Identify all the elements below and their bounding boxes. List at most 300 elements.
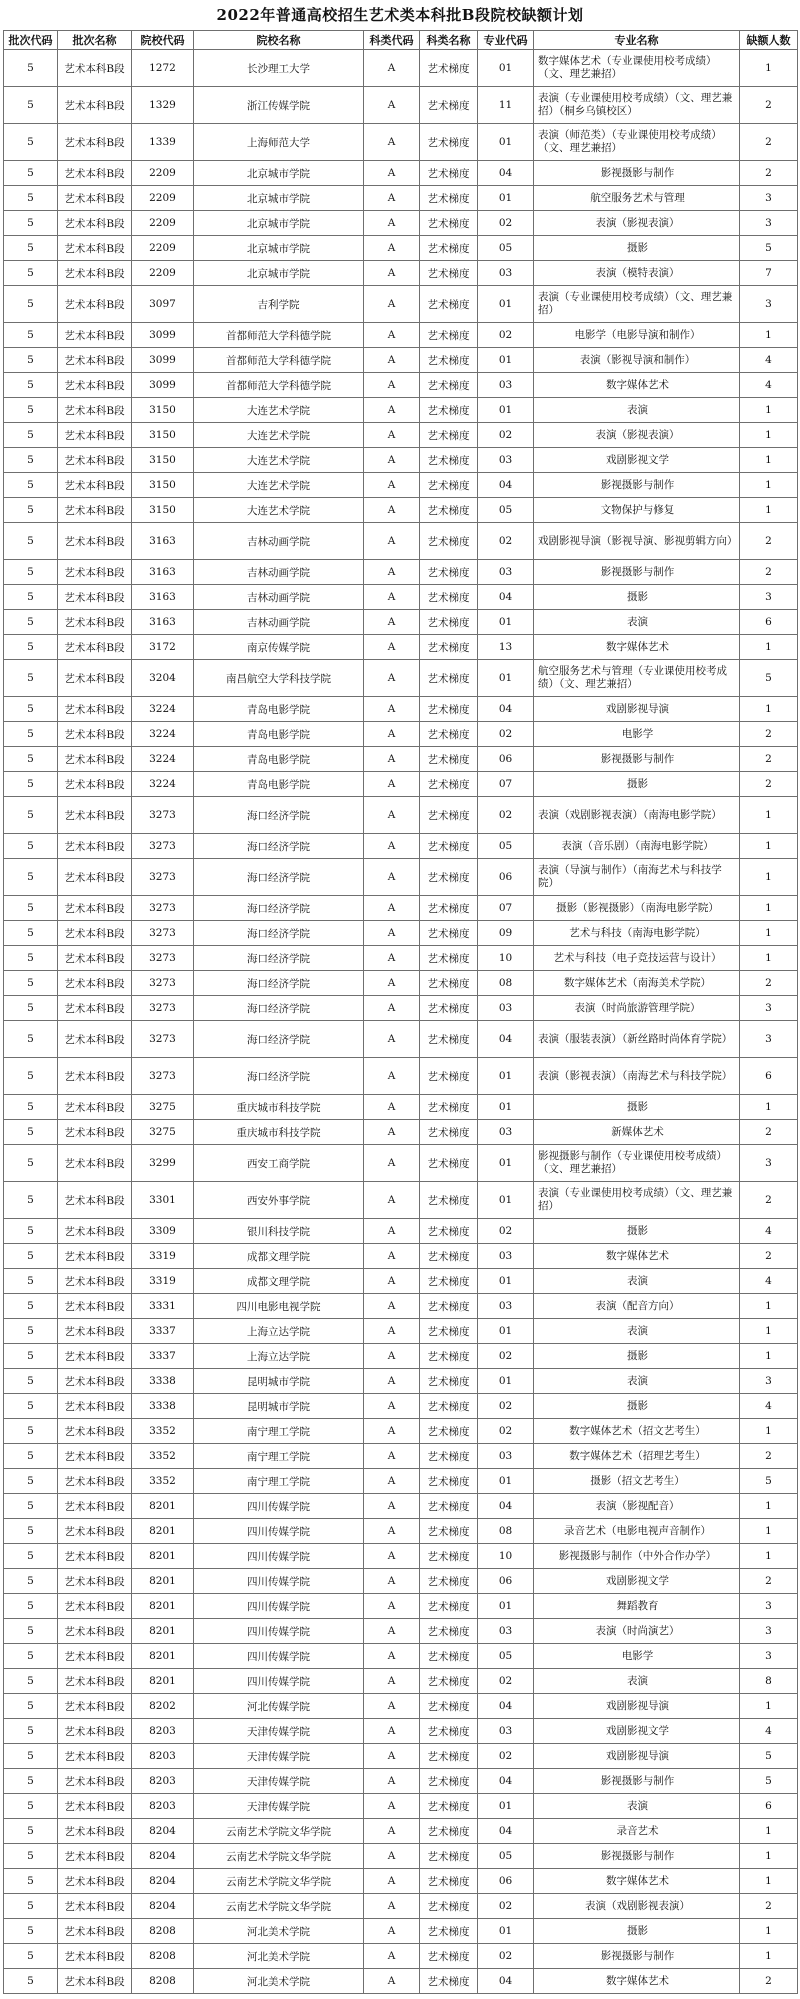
batch-name-cell: 艺术本科B段 [58, 635, 132, 660]
vacancy-count-cell: 3 [740, 996, 798, 1021]
table-row [4, 1944, 798, 1969]
batch-code-cell: 5 [4, 87, 58, 124]
vacancy-count-cell: 1 [740, 1344, 798, 1369]
batch-code-cell: 5 [4, 1894, 58, 1919]
school-code-cell: 3273 [132, 996, 194, 1021]
category-name-cell: 艺术梯度 [420, 1244, 478, 1269]
category-code-cell: A [364, 1145, 420, 1182]
batch-name-cell: 艺术本科B段 [58, 1594, 132, 1619]
vacancy-count-cell: 1 [740, 1869, 798, 1894]
category-name-cell: 艺术梯度 [420, 1469, 478, 1494]
school-name-cell: 四川传媒学院 [194, 1644, 364, 1669]
school-name-cell: 四川传媒学院 [194, 1519, 364, 1544]
batch-code-cell: 5 [4, 1744, 58, 1769]
school-code-cell: 8201 [132, 1669, 194, 1694]
batch-code-cell: 5 [4, 635, 58, 660]
table-row [4, 1319, 798, 1344]
batch-name-cell: 艺术本科B段 [58, 1469, 132, 1494]
school-name-cell: 昆明城市学院 [194, 1394, 364, 1419]
table-row [4, 996, 798, 1021]
batch-name-cell: 艺术本科B段 [58, 87, 132, 124]
batch-code-cell: 5 [4, 1444, 58, 1469]
batch-name-cell: 艺术本科B段 [58, 1269, 132, 1294]
vacancy-count-cell: 1 [740, 473, 798, 498]
vacancy-count-cell: 1 [740, 1294, 798, 1319]
table-row [4, 1919, 798, 1944]
school-code-cell: 3150 [132, 423, 194, 448]
table-row [4, 1794, 798, 1819]
batch-name-cell: 艺术本科B段 [58, 348, 132, 373]
category-name-cell: 艺术梯度 [420, 1744, 478, 1769]
table-row [4, 1444, 798, 1469]
major-code-cell: 03 [478, 261, 534, 286]
school-name-cell: 云南艺术学院文华学院 [194, 1844, 364, 1869]
major-name-cell: 摄影（影视摄影）（南海电影学院） [534, 896, 740, 921]
batch-name-cell: 艺术本科B段 [58, 1744, 132, 1769]
category-code-cell: A [364, 635, 420, 660]
school-name-cell: 海口经济学院 [194, 859, 364, 896]
batch-name-cell: 艺术本科B段 [58, 448, 132, 473]
major-code-cell: 07 [478, 896, 534, 921]
major-name-cell: 数字媒体艺术（专业课使用校考成绩）（文、理艺兼招） [534, 50, 740, 87]
batch-code-cell: 5 [4, 896, 58, 921]
table-row [4, 211, 798, 236]
batch-code-cell: 5 [4, 1021, 58, 1058]
category-code-cell: A [364, 1519, 420, 1544]
school-name-cell: 云南艺术学院文华学院 [194, 1894, 364, 1919]
category-code-cell: A [364, 1182, 420, 1219]
batch-name-cell: 艺术本科B段 [58, 286, 132, 323]
major-name-cell: 戏剧影视文学 [534, 448, 740, 473]
batch-name-cell: 艺术本科B段 [58, 1819, 132, 1844]
vacancy-count-cell: 5 [740, 1744, 798, 1769]
batch-name-cell: 艺术本科B段 [58, 186, 132, 211]
batch-name-cell: 艺术本科B段 [58, 236, 132, 261]
major-code-cell: 04 [478, 697, 534, 722]
category-name-cell: 艺术梯度 [420, 161, 478, 186]
batch-code-cell: 5 [4, 1919, 58, 1944]
school-name-cell: 昆明城市学院 [194, 1369, 364, 1394]
batch-code-cell: 5 [4, 660, 58, 697]
category-name-cell: 艺术梯度 [420, 286, 478, 323]
school-name-cell: 青岛电影学院 [194, 722, 364, 747]
vacancy-count-cell: 1 [740, 1544, 798, 1569]
table-row [4, 373, 798, 398]
major-name-cell: 影视摄影与制作 [534, 747, 740, 772]
major-code-cell: 01 [478, 660, 534, 697]
table-row [4, 50, 798, 87]
batch-code-cell: 5 [4, 1769, 58, 1794]
school-name-cell: 南宁理工学院 [194, 1469, 364, 1494]
category-code-cell: A [364, 1794, 420, 1819]
major-code-cell: 03 [478, 1619, 534, 1644]
school-name-cell: 重庆城市科技学院 [194, 1095, 364, 1120]
batch-name-cell: 艺术本科B段 [58, 1719, 132, 1744]
category-name-cell: 艺术梯度 [420, 473, 478, 498]
table-row [4, 423, 798, 448]
school-name-cell: 云南艺术学院文华学院 [194, 1869, 364, 1894]
batch-name-cell: 艺术本科B段 [58, 697, 132, 722]
major-name-cell: 表演（导演与制作）（南海艺术与科技学院） [534, 859, 740, 896]
batch-code-cell: 5 [4, 473, 58, 498]
category-code-cell: A [364, 1694, 420, 1719]
major-name-cell: 表演（专业课使用校考成绩）（文、理艺兼招） [534, 1182, 740, 1219]
major-name-cell: 影视摄影与制作 [534, 1844, 740, 1869]
major-name-cell: 摄影 [534, 1219, 740, 1244]
table-row [4, 1095, 798, 1120]
batch-code-cell: 5 [4, 1494, 58, 1519]
vacancy-count-cell: 3 [740, 1021, 798, 1058]
batch-code-cell: 5 [4, 323, 58, 348]
major-name-cell: 艺术与科技（南海电影学院） [534, 921, 740, 946]
vacancy-count-cell: 1 [740, 896, 798, 921]
major-name-cell: 表演（专业课使用校考成绩）（文、理艺兼招） [534, 286, 740, 323]
batch-name-cell: 艺术本科B段 [58, 1544, 132, 1569]
table-row [4, 236, 798, 261]
major-name-cell: 表演（影视配音） [534, 1494, 740, 1519]
major-name-cell: 戏剧影视导演（影视导演、影视剪辑方向） [534, 523, 740, 560]
vacancy-count-cell: 1 [740, 323, 798, 348]
school-code-cell: 3099 [132, 373, 194, 398]
school-code-cell: 3338 [132, 1394, 194, 1419]
major-name-cell: 数字媒体艺术（南海美术学院） [534, 971, 740, 996]
major-name-cell: 表演 [534, 610, 740, 635]
category-name-cell: 艺术梯度 [420, 87, 478, 124]
major-name-cell: 数字媒体艺术 [534, 373, 740, 398]
school-code-cell: 2209 [132, 261, 194, 286]
batch-code-cell: 5 [4, 1569, 58, 1594]
table-row [4, 722, 798, 747]
major-name-cell: 航空服务艺术与管理（专业课使用校考成绩）（文、理艺兼招） [534, 660, 740, 697]
batch-code-cell: 5 [4, 1182, 58, 1219]
school-name-cell: 长沙理工大学 [194, 50, 364, 87]
vacancy-count-cell: 7 [740, 261, 798, 286]
school-name-cell: 四川传媒学院 [194, 1594, 364, 1619]
category-name-cell: 艺术梯度 [420, 772, 478, 797]
major-code-cell: 01 [478, 50, 534, 87]
category-name-cell: 艺术梯度 [420, 1519, 478, 1544]
category-code-cell: A [364, 186, 420, 211]
major-name-cell: 摄影 [534, 1095, 740, 1120]
batch-code-cell: 5 [4, 834, 58, 859]
major-code-cell: 02 [478, 323, 534, 348]
table-row [4, 1120, 798, 1145]
batch-code-cell: 5 [4, 1869, 58, 1894]
school-code-cell: 1329 [132, 87, 194, 124]
school-name-cell: 海口经济学院 [194, 921, 364, 946]
school-name-cell: 海口经济学院 [194, 1058, 364, 1095]
school-code-cell: 8201 [132, 1569, 194, 1594]
vacancy-count-cell: 3 [740, 1369, 798, 1394]
table-row [4, 1719, 798, 1744]
table-row [4, 87, 798, 124]
table-row [4, 124, 798, 161]
major-code-cell: 09 [478, 921, 534, 946]
batch-code-cell: 5 [4, 1269, 58, 1294]
school-name-cell: 海口经济学院 [194, 896, 364, 921]
major-code-cell: 10 [478, 946, 534, 971]
major-name-cell: 数字媒体艺术 [534, 1969, 740, 1994]
school-code-cell: 3273 [132, 896, 194, 921]
category-name-cell: 艺术梯度 [420, 996, 478, 1021]
school-name-cell: 首都师范大学科德学院 [194, 323, 364, 348]
category-code-cell: A [364, 946, 420, 971]
school-name-cell: 吉林动画学院 [194, 560, 364, 585]
vacancy-count-cell: 1 [740, 1319, 798, 1344]
category-code-cell: A [364, 585, 420, 610]
vacancy-count-cell: 5 [740, 236, 798, 261]
major-code-cell: 02 [478, 1344, 534, 1369]
major-name-cell: 航空服务艺术与管理 [534, 186, 740, 211]
category-name-cell: 艺术梯度 [420, 1344, 478, 1369]
batch-name-cell: 艺术本科B段 [58, 747, 132, 772]
major-name-cell: 表演（专业课使用校考成绩）（文、理艺兼招）（桐乡乌镇校区） [534, 87, 740, 124]
batch-name-cell: 艺术本科B段 [58, 560, 132, 585]
school-code-cell: 8201 [132, 1644, 194, 1669]
school-name-cell: 大连艺术学院 [194, 398, 364, 423]
category-name-cell: 艺术梯度 [420, 348, 478, 373]
table-row [4, 1469, 798, 1494]
batch-name-cell: 艺术本科B段 [58, 1669, 132, 1694]
major-code-cell: 02 [478, 211, 534, 236]
major-name-cell: 新媒体艺术 [534, 1120, 740, 1145]
school-code-cell: 8201 [132, 1494, 194, 1519]
major-name-cell: 表演（影视导演和制作） [534, 348, 740, 373]
category-code-cell: A [364, 834, 420, 859]
category-name-cell: 艺术梯度 [420, 859, 478, 896]
batch-name-cell: 艺术本科B段 [58, 971, 132, 996]
category-name-cell: 艺术梯度 [420, 1182, 478, 1219]
batch-name-cell: 艺术本科B段 [58, 211, 132, 236]
major-code-cell: 02 [478, 1744, 534, 1769]
school-code-cell: 3301 [132, 1182, 194, 1219]
header-vacancy-count: 缺额人数 [740, 31, 798, 50]
major-code-cell: 03 [478, 996, 534, 1021]
batch-code-cell: 5 [4, 722, 58, 747]
major-name-cell: 表演（音乐剧）（南海电影学院） [534, 834, 740, 859]
batch-name-cell: 艺术本科B段 [58, 1919, 132, 1944]
category-code-cell: A [364, 1120, 420, 1145]
major-code-cell: 02 [478, 1419, 534, 1444]
table-row [4, 1058, 798, 1095]
batch-code-cell: 5 [4, 585, 58, 610]
category-name-cell: 艺术梯度 [420, 1969, 478, 1994]
school-code-cell: 8202 [132, 1694, 194, 1719]
table-row [4, 1744, 798, 1769]
vacancy-count-cell: 1 [740, 498, 798, 523]
category-code-cell: A [364, 1269, 420, 1294]
table-row [4, 1819, 798, 1844]
school-code-cell: 3275 [132, 1095, 194, 1120]
school-code-cell: 2209 [132, 211, 194, 236]
batch-code-cell: 5 [4, 859, 58, 896]
table-row [4, 348, 798, 373]
batch-name-cell: 艺术本科B段 [58, 1494, 132, 1519]
batch-name-cell: 艺术本科B段 [58, 261, 132, 286]
batch-name-cell: 艺术本科B段 [58, 498, 132, 523]
category-name-cell: 艺术梯度 [420, 797, 478, 834]
table-row [4, 1519, 798, 1544]
school-name-cell: 青岛电影学院 [194, 747, 364, 772]
category-code-cell: A [364, 373, 420, 398]
school-name-cell: 大连艺术学院 [194, 448, 364, 473]
category-name-cell: 艺术梯度 [420, 1894, 478, 1919]
major-code-cell: 01 [478, 1794, 534, 1819]
batch-code-cell: 5 [4, 398, 58, 423]
school-code-cell: 2209 [132, 161, 194, 186]
school-code-cell: 3338 [132, 1369, 194, 1394]
vacancy-count-cell: 3 [740, 211, 798, 236]
category-name-cell: 艺术梯度 [420, 186, 478, 211]
batch-name-cell: 艺术本科B段 [58, 1219, 132, 1244]
batch-code-cell: 5 [4, 1644, 58, 1669]
batch-code-cell: 5 [4, 1844, 58, 1869]
school-name-cell: 西安外事学院 [194, 1182, 364, 1219]
batch-code-cell: 5 [4, 523, 58, 560]
vacancy-count-cell: 2 [740, 560, 798, 585]
category-name-cell: 艺术梯度 [420, 1269, 478, 1294]
table-row [4, 1219, 798, 1244]
school-code-cell: 3163 [132, 610, 194, 635]
vacancy-count-cell: 1 [740, 50, 798, 87]
category-name-cell: 艺术梯度 [420, 747, 478, 772]
school-name-cell: 天津传媒学院 [194, 1719, 364, 1744]
school-name-cell: 南昌航空大学科技学院 [194, 660, 364, 697]
vacancy-count-cell: 4 [740, 348, 798, 373]
vacancy-count-cell: 3 [740, 1594, 798, 1619]
batch-name-cell: 艺术本科B段 [58, 50, 132, 87]
batch-name-cell: 艺术本科B段 [58, 722, 132, 747]
category-name-cell: 艺术梯度 [420, 498, 478, 523]
school-code-cell: 2209 [132, 186, 194, 211]
school-name-cell: 海口经济学院 [194, 834, 364, 859]
school-name-cell: 河北美术学院 [194, 1944, 364, 1969]
vacancy-count-cell: 2 [740, 1894, 798, 1919]
school-code-cell: 3224 [132, 722, 194, 747]
school-name-cell: 南宁理工学院 [194, 1419, 364, 1444]
page-title: 2022年普通高校招生艺术类本科批B段院校缺额计划 [216, 6, 584, 24]
batch-name-cell: 艺术本科B段 [58, 859, 132, 896]
major-code-cell: 06 [478, 747, 534, 772]
school-name-cell: 上海师范大学 [194, 124, 364, 161]
batch-name-cell: 艺术本科B段 [58, 1021, 132, 1058]
category-code-cell: A [364, 1244, 420, 1269]
batch-code-cell: 5 [4, 1594, 58, 1619]
vacancy-count-cell: 1 [740, 1419, 798, 1444]
major-code-cell: 04 [478, 585, 534, 610]
major-name-cell: 电影学 [534, 722, 740, 747]
major-code-cell: 07 [478, 772, 534, 797]
vacancy-count-cell: 1 [740, 1819, 798, 1844]
major-name-cell: 表演（戏剧影视表演）（南海电影学院） [534, 797, 740, 834]
vacancy-count-cell: 3 [740, 1644, 798, 1669]
table-row [4, 1894, 798, 1919]
category-code-cell: A [364, 1219, 420, 1244]
batch-code-cell: 5 [4, 186, 58, 211]
category-code-cell: A [364, 473, 420, 498]
table-row [4, 1369, 798, 1394]
category-name-cell: 艺术梯度 [420, 523, 478, 560]
category-code-cell: A [364, 1319, 420, 1344]
major-name-cell: 表演（时尚演艺） [534, 1619, 740, 1644]
batch-name-cell: 艺术本科B段 [58, 373, 132, 398]
table-row [4, 1419, 798, 1444]
category-code-cell: A [364, 1469, 420, 1494]
batch-name-cell: 艺术本科B段 [58, 1344, 132, 1369]
major-code-cell: 04 [478, 1021, 534, 1058]
school-code-cell: 3309 [132, 1219, 194, 1244]
school-name-cell: 北京城市学院 [194, 236, 364, 261]
table-row [4, 1244, 798, 1269]
batch-name-cell: 艺术本科B段 [58, 161, 132, 186]
school-name-cell: 河北美术学院 [194, 1919, 364, 1944]
batch-code-cell: 5 [4, 161, 58, 186]
category-name-cell: 艺术梯度 [420, 834, 478, 859]
school-code-cell: 3150 [132, 473, 194, 498]
vacancy-count-cell: 3 [740, 585, 798, 610]
batch-name-cell: 艺术本科B段 [58, 1944, 132, 1969]
batch-name-cell: 艺术本科B段 [58, 423, 132, 448]
vacancy-count-cell: 4 [740, 373, 798, 398]
school-name-cell: 吉利学院 [194, 286, 364, 323]
school-name-cell: 河北美术学院 [194, 1969, 364, 1994]
category-name-cell: 艺术梯度 [420, 1919, 478, 1944]
category-name-cell: 艺术梯度 [420, 236, 478, 261]
table-row [4, 697, 798, 722]
table-row [4, 610, 798, 635]
header-category-name: 科类名称 [420, 31, 478, 50]
batch-code-cell: 5 [4, 1145, 58, 1182]
vacancy-count-cell: 1 [740, 1494, 798, 1519]
batch-name-cell: 艺术本科B段 [58, 1444, 132, 1469]
table-row [4, 473, 798, 498]
school-name-cell: 四川传媒学院 [194, 1544, 364, 1569]
batch-code-cell: 5 [4, 1294, 58, 1319]
major-name-cell: 表演（时尚旅游管理学院） [534, 996, 740, 1021]
vacancy-count-cell: 3 [740, 1619, 798, 1644]
school-name-cell: 海口经济学院 [194, 797, 364, 834]
school-code-cell: 3352 [132, 1419, 194, 1444]
major-code-cell: 03 [478, 560, 534, 585]
batch-name-cell: 艺术本科B段 [58, 660, 132, 697]
batch-code-cell: 5 [4, 772, 58, 797]
school-name-cell: 河北传媒学院 [194, 1694, 364, 1719]
major-code-cell: 01 [478, 348, 534, 373]
major-name-cell: 舞蹈教育 [534, 1594, 740, 1619]
table-header-row [4, 31, 798, 50]
batch-name-cell: 艺术本科B段 [58, 610, 132, 635]
vacancy-count-cell: 2 [740, 1120, 798, 1145]
category-name-cell: 艺术梯度 [420, 1694, 478, 1719]
category-code-cell: A [364, 1058, 420, 1095]
major-code-cell: 06 [478, 859, 534, 896]
major-code-cell: 06 [478, 1869, 534, 1894]
school-name-cell: 海口经济学院 [194, 996, 364, 1021]
batch-code-cell: 5 [4, 1058, 58, 1095]
vacancy-count-cell: 1 [740, 635, 798, 660]
major-name-cell: 戏剧影视导演 [534, 1744, 740, 1769]
vacancy-count-cell: 1 [740, 1844, 798, 1869]
category-name-cell: 艺术梯度 [420, 1294, 478, 1319]
school-code-cell: 3150 [132, 398, 194, 423]
vacancy-count-cell: 1 [740, 423, 798, 448]
school-code-cell: 3273 [132, 859, 194, 896]
batch-name-cell: 艺术本科B段 [58, 1569, 132, 1594]
category-code-cell: A [364, 1544, 420, 1569]
category-name-cell: 艺术梯度 [420, 373, 478, 398]
school-code-cell: 8201 [132, 1519, 194, 1544]
category-code-cell: A [364, 896, 420, 921]
